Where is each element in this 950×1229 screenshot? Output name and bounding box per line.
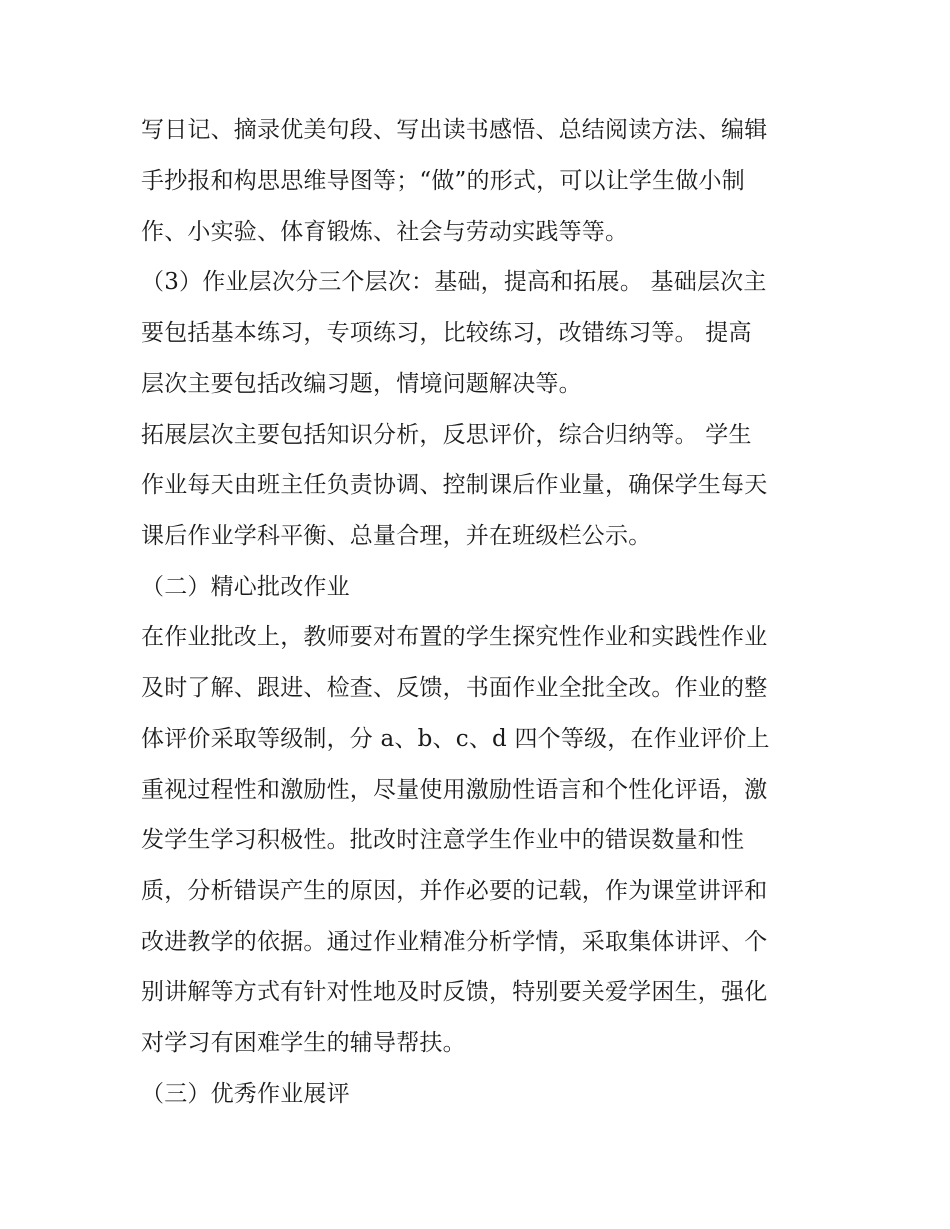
text-line: 要包括基本练习，专项练习，比较练习，改错练习等。 提高 — [141, 320, 752, 346]
text-line: 拓展层次主要包括知识分析，反思评价，综合归纳等。 学生 — [141, 422, 752, 448]
text-line: 对学习有困难学生的辅导帮扶。 — [141, 1030, 466, 1056]
text-line: 课后作业学科平衡、总量合理，并在班级栏公示。 — [141, 523, 652, 549]
text-line: 体评价采取等级制，分 a、b、c、d 四个等级，在作业评价上 — [141, 726, 770, 752]
text-line: 及时了解、跟进、检查、反馈，书面作业全批全改。作业的整 — [141, 675, 768, 701]
text-line: 在作业批改上，教师要对布置的学生探究性作业和实践性作业 — [141, 624, 768, 650]
text-line: （3）作业层次分三个层次：基础，提高和拓展。 基础层次主 — [141, 269, 767, 295]
text-line: 作、小实验、体育锻炼、社会与劳动实践等等。 — [141, 219, 629, 245]
text-line: 发学生学习积极性。批改时注意学生作业中的错误数量和性 — [141, 827, 745, 853]
text-line: 重视过程性和激励性，尽量使用激励性语言和个性化评语，激 — [141, 777, 768, 803]
text-line: 作业每天由班主任负责协调、控制课后作业量，确保学生每天 — [141, 472, 768, 498]
text-line: 别讲解等方式有针对性地及时反馈，特别要关爱学困生，强化 — [141, 979, 768, 1005]
text-line: 写日记、摘录优美句段、写出读书感悟、总结阅读方法、编辑 — [141, 117, 768, 143]
text-line: 手抄报和构思思维导图等；“做”的形式，可以让学生做小制 — [141, 168, 745, 194]
section-heading: （三）优秀作业展评 — [141, 1081, 350, 1107]
text-line: 改进教学的依据。通过作业精准分析学情，采取集体讲评、个 — [141, 929, 768, 955]
text-line: 层次主要包括改编习题，情境问题解决等。 — [141, 371, 582, 397]
text-line: 质，分析错误产生的原因，并作必要的记载，作为课堂讲评和 — [141, 878, 768, 904]
section-heading: （二）精心批改作业 — [141, 574, 350, 600]
